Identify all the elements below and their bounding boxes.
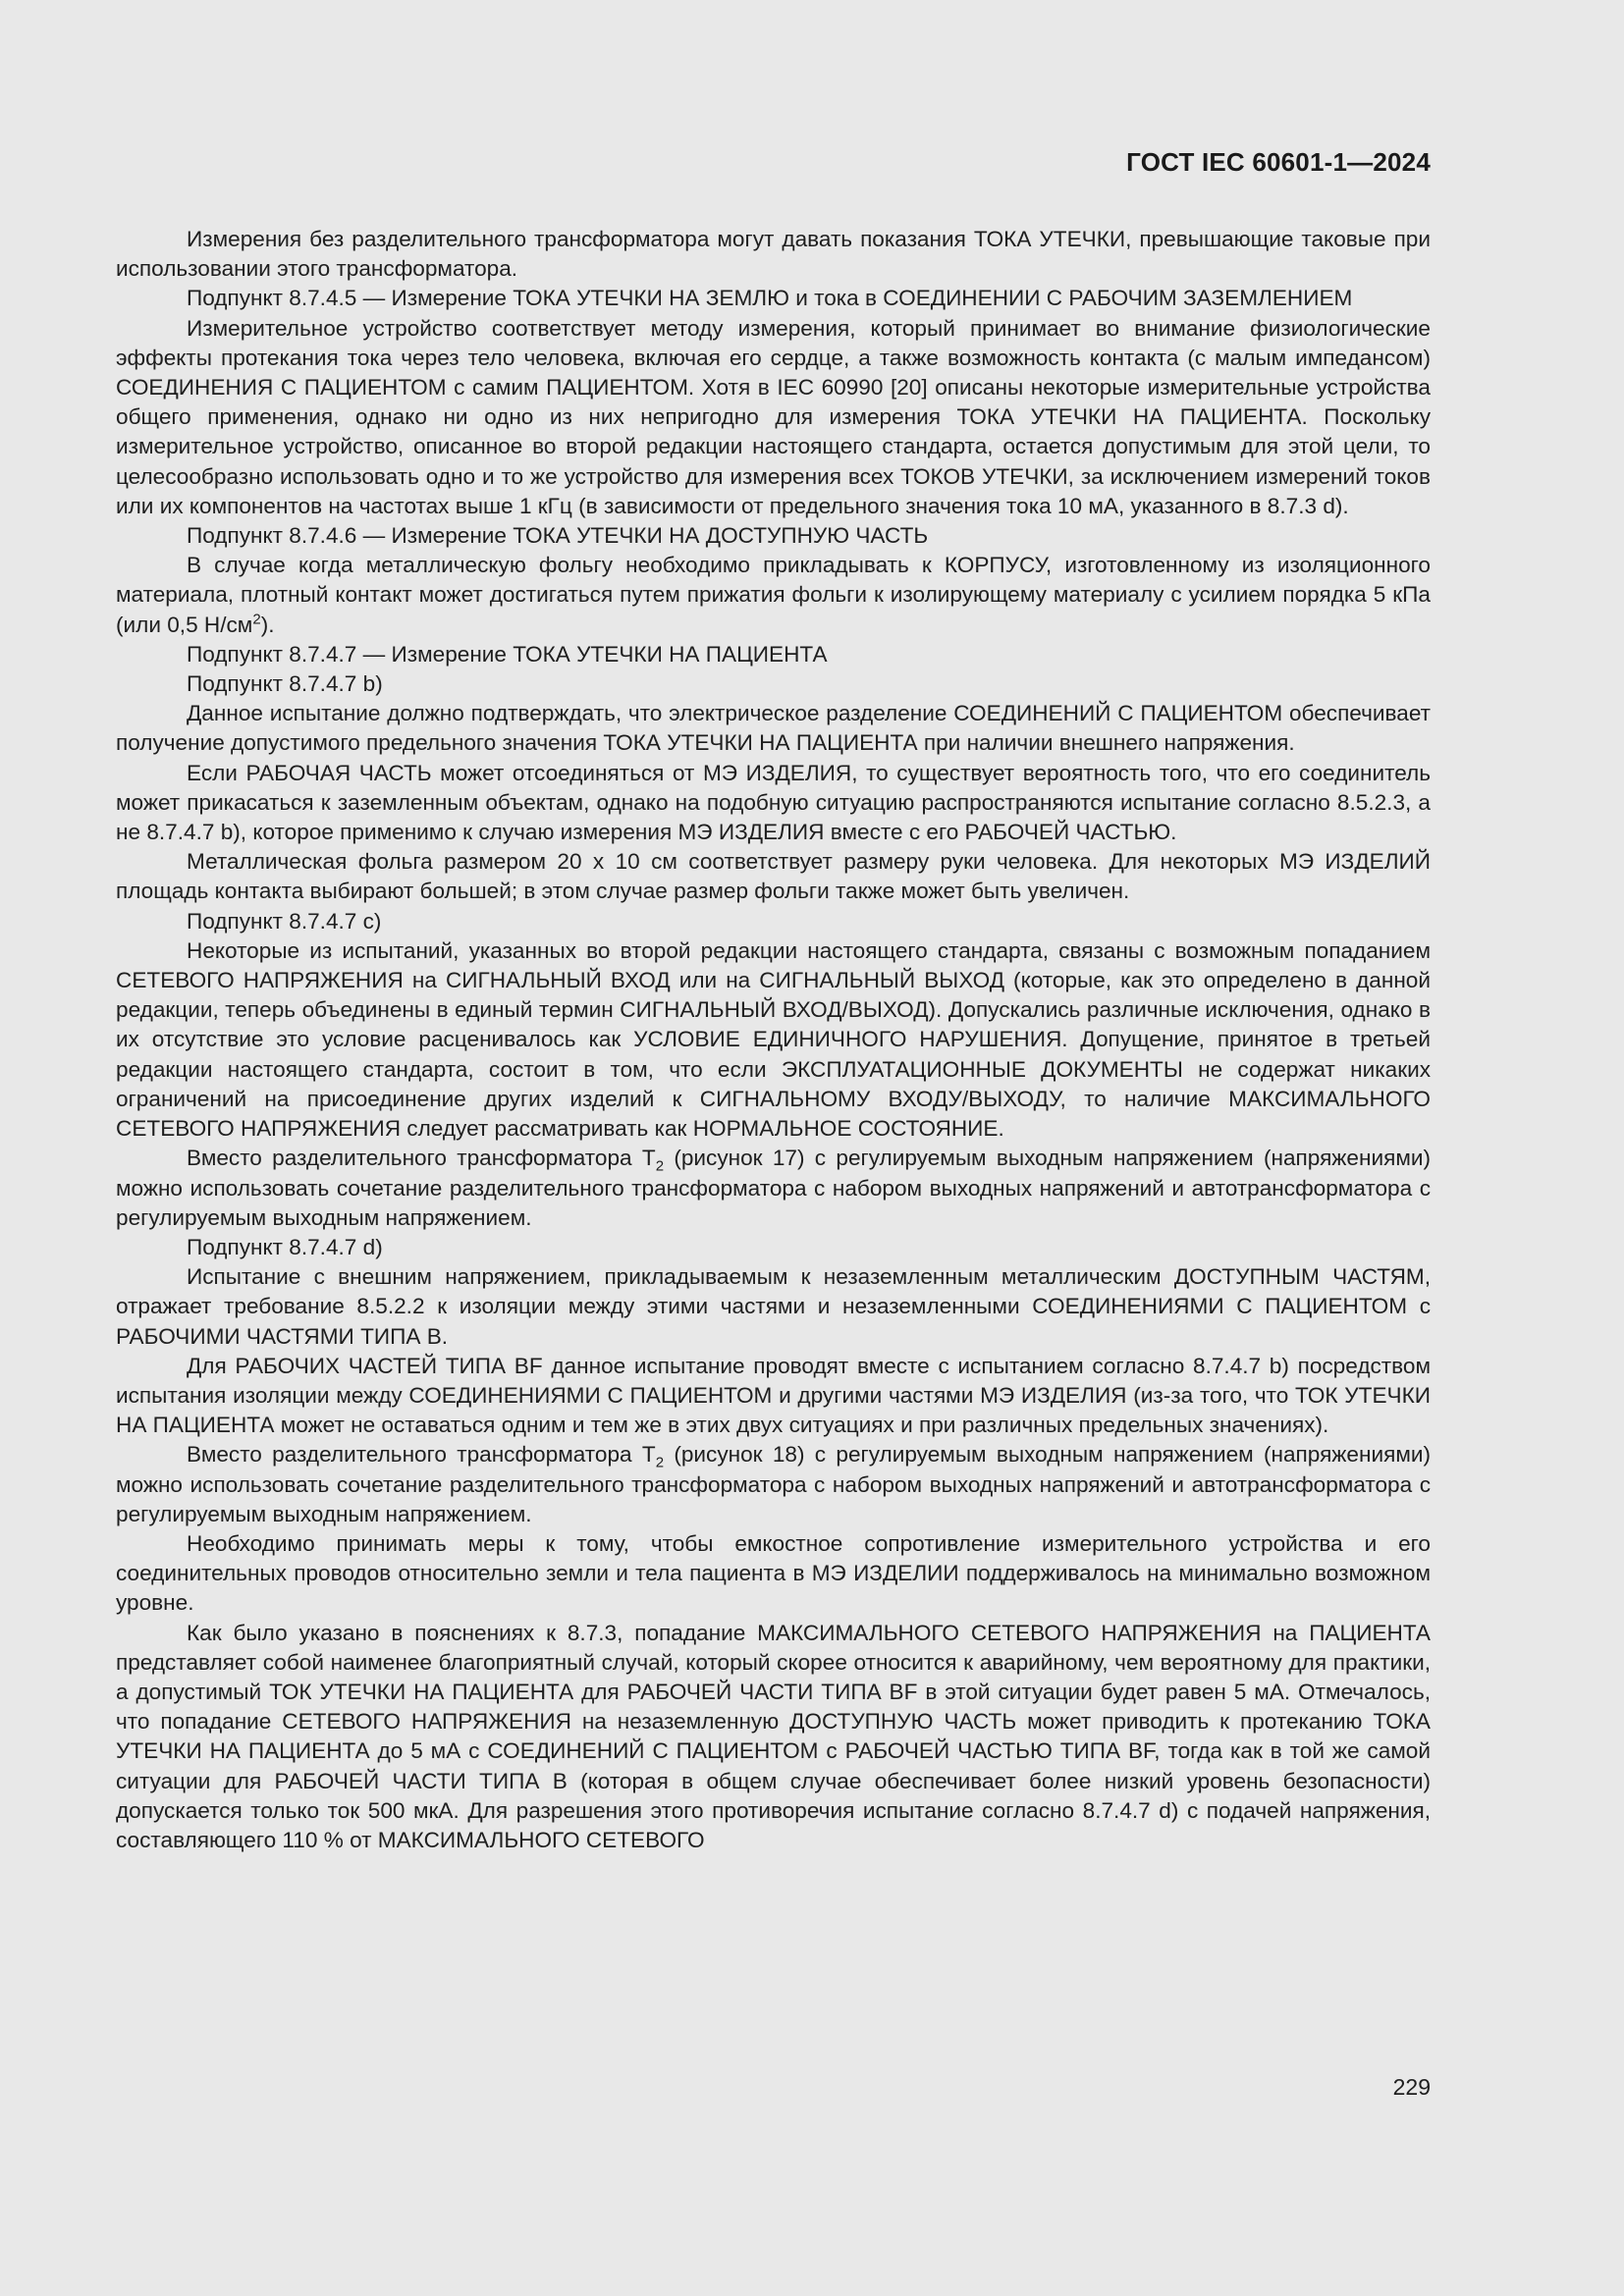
paragraph: Подпункт 8.7.4.7 c) — [187, 908, 382, 934]
paragraph: Некоторые из испытаний, указанных во второй редакции настоящего стандарта, связаны с возможным попаданием СЕТЕВОГО НАПРЯЖЕНИЯ на СИГНАЛЬНЫЙ ВХОД или на СИГНАЛЬНЫЙ ВЫХОД (которые, как это определено в данной редакции, теперь объединены в единый термин СИГНАЛЬНЫЙ ВХОД/ВЫХОД). Допускались различные исключения, однако в их отсутствие это условие расценивалось как УСЛОВИЕ ЕДИНИЧНОГО НАРУШЕНИЯ. Допущение, принятое в третьей редакции настоящего стандарта, состоит в том, что если ЭКСПЛУАТАЦИОННЫЕ ДОКУМЕНТЫ не содержат никаких ограничений на присоединение других изделий к СИГНАЛЬНОМУ ВХОДУ/ВЫХОДУ, то наличие МАКСИМАЛЬНОГО СЕТЕВОГО НАПРЯЖЕНИЯ следует рассматривать как НОРМАЛЬНОЕ СОСТОЯНИЕ. — [116, 937, 1431, 1142]
paragraph: Данное испытание должно подтверждать, что электрическое разделение СОЕДИНЕНИЙ С ПАЦИЕНТОМ обеспечивает получение допустимого предельного значения ТОКА УТЕЧКИ НА ПАЦИЕНТА при наличии внешнего напряжения. — [116, 701, 1431, 756]
paragraph: Измерительное устройство соответствует методу измерения, который принимает во внимание физиологические эффекты протекания тока через тело человека, включая его сердце, а также возможность контакта (с малым импедансом) СОЕДИНЕНИЯ С ПАЦИЕНТОМ с самим ПАЦИЕНТОМ. Хотя в IEC 60990 [20] описаны некоторые измерительные устройства общего применения, однако ни одно из них непригодно для измерения ТОКА УТЕЧКИ НА ПАЦИЕНТА. Поскольку измерительное устройство, описанное во второй редакции настоящего стандарта, остается допустимым для этой цели, то целесообразно использовать одно и то же устройство для измерения всех ТОКОВ УТЕЧКИ, за исключением измерений токов или их компонентов на частотах выше 1 кГц (в зависимости от предельного значения тока 10 мА, указанного в 8.7.3 d). — [116, 315, 1431, 518]
paragraph: Вместо разделительного трансформатора $T_2$ (рисунок 17) с регулируемым выходным напряжением (напряжениями) можно использовать сочетание разделительного трансформатора с набором выходных напряжений и автотрансформатора с регулируемым выходным напряжением. — [116, 1146, 1431, 1230]
paragraph: Подпункт 8.7.4.7 d) — [187, 1234, 383, 1259]
body-text — [116, 225, 1431, 1855]
paragraph: Измерения без разделительного трансформатора могут давать показания ТОКА УТЕЧКИ, превышающие таковые при использовании этого трансформатора. — [116, 227, 1431, 282]
paragraph: Необходимо принимать меры к тому, чтобы емкостное сопротивление измерительного устройства и его соединительных проводов относительно земли и тела пациента в МЭ ИЗДЕЛИИ поддерживалось на минимально возможном уровне. — [116, 1530, 1431, 1616]
paragraph: Вместо разделительного трансформатора $T_2$ (рисунок 18) с регулируемым выходным напряжением (напряжениями) можно использовать сочетание разделительного трансформатора с набором выходных напряжений и автотрансформатора с регулируемым выходным напряжением. — [116, 1442, 1431, 1526]
page-number: 229 — [1392, 2074, 1431, 2100]
paragraph: В случае когда металлическую фольгу необходимо прикладывать к КОРПУСУ, изготовленному из изоляционного материала, плотный контакт может достигаться путем прижатия фольги к изолирующему материалу с усилием порядка 5 кПа (или 0,5 $Н/см^2$). — [116, 553, 1431, 637]
paragraph: Подпункт 8.7.4.7 — Измерение ТОКА УТЕЧКИ НА ПАЦИЕНТА — [187, 641, 828, 667]
paragraph: Подпункт 8.7.4.7 b) — [187, 671, 383, 697]
paragraph: Для РАБОЧИХ ЧАСТЕЙ ТИПА BF данное испытание проводят вместе с испытанием согласно 8.7.4.7 b) посредством испытания изоляции между СОЕДИНЕНИЯМИ С ПАЦИЕНТОМ и другими частями МЭ ИЗДЕЛИЯ (из-за того, что ТОК УТЕЧКИ НА ПАЦИЕНТА может не оставаться одним и тем же в этих двух ситуациях и при различных предельных значениях). — [116, 1353, 1431, 1438]
paragraph: Как было указано в пояснениях к 8.7.3, попадание МАКСИМАЛЬНОГО СЕТЕВОГО НАПРЯЖЕНИЯ на ПАЦИЕНТА представляет собой наименее благоприятный случай, который скорее относится к аварийному, чем вероятному для практики, а допустимый ТОК УТЕЧКИ НА ПАЦИЕНТА для РАБОЧЕЙ ЧАСТИ ТИПА BF в этой ситуации будет равен 5 мА. Отмечалось, что попадание СЕТЕВОГО НАПРЯЖЕНИЯ на незаземленную ДОСТУПНУЮ ЧАСТЬ может приводить к протеканию ТОКА УТЕЧКИ НА ПАЦИЕНТА до 5 мА с СОЕДИНЕНИЙ С ПАЦИЕНТОМ с РАБОЧЕЙ ЧАСТЬЮ ТИПА BF, тогда как в той же самой ситуации для РАБОЧЕЙ ЧАСТИ ТИПА В (которая в общем случае обеспечивает более низкий уровень безопасности) допускается только ток 500 мкА. Для разрешения этого противоречия испытание согласно 8.7.4.7 d) с подачей напряжения, составляющего 110 % от МАКСИМАЛЬНОГО СЕТЕВОГО — [116, 1620, 1431, 1852]
standard-header: ГОСТ IEC 60601-1—2024 — [1126, 147, 1431, 177]
paragraph: Если РАБОЧАЯ ЧАСТЬ может отсоединяться от МЭ ИЗДЕЛИЯ, то существует вероятность того, что его соединитель может прикасаться к заземленным объектам, однако на подобную ситуацию распространяются испытание согласно 8.5.2.3, а не 8.7.4.7 b), которое применимо к случаю измерения МЭ ИЗДЕЛИЯ вместе с его РАБОЧЕЙ ЧАСТЬЮ. — [116, 760, 1431, 845]
paragraph: Подпункт 8.7.4.5 — Измерение ТОКА УТЕЧКИ НА ЗЕМЛЮ и тока в СОЕДИНЕНИИ С РАБОЧИМ ЗАЗЕМЛЕНИЕМ — [187, 286, 1353, 311]
paragraph: Испытание с внешним напряжением, прикладываемым к незаземленным металлическим ДОСТУПНЫМ ЧАСТЯМ, отражает требование 8.5.2.2 к изоляции между этими частями и незаземленными СОЕДИНЕНИЯМИ С ПАЦИЕНТОМ с РАБОЧИМИ ЧАСТЯМИ ТИПА В. — [116, 1264, 1431, 1349]
paragraph: Металлическая фольга размером 20 х 10 см соответствует размеру руки человека. Для некоторых МЭ ИЗДЕЛИЙ площадь контакта выбирают большей; в этом случае размер фольги также может быть увеличен. — [116, 849, 1431, 904]
paragraph: Подпункт 8.7.4.6 — Измерение ТОКА УТЕЧКИ НА ДОСТУПНУЮ ЧАСТЬ — [187, 523, 929, 549]
